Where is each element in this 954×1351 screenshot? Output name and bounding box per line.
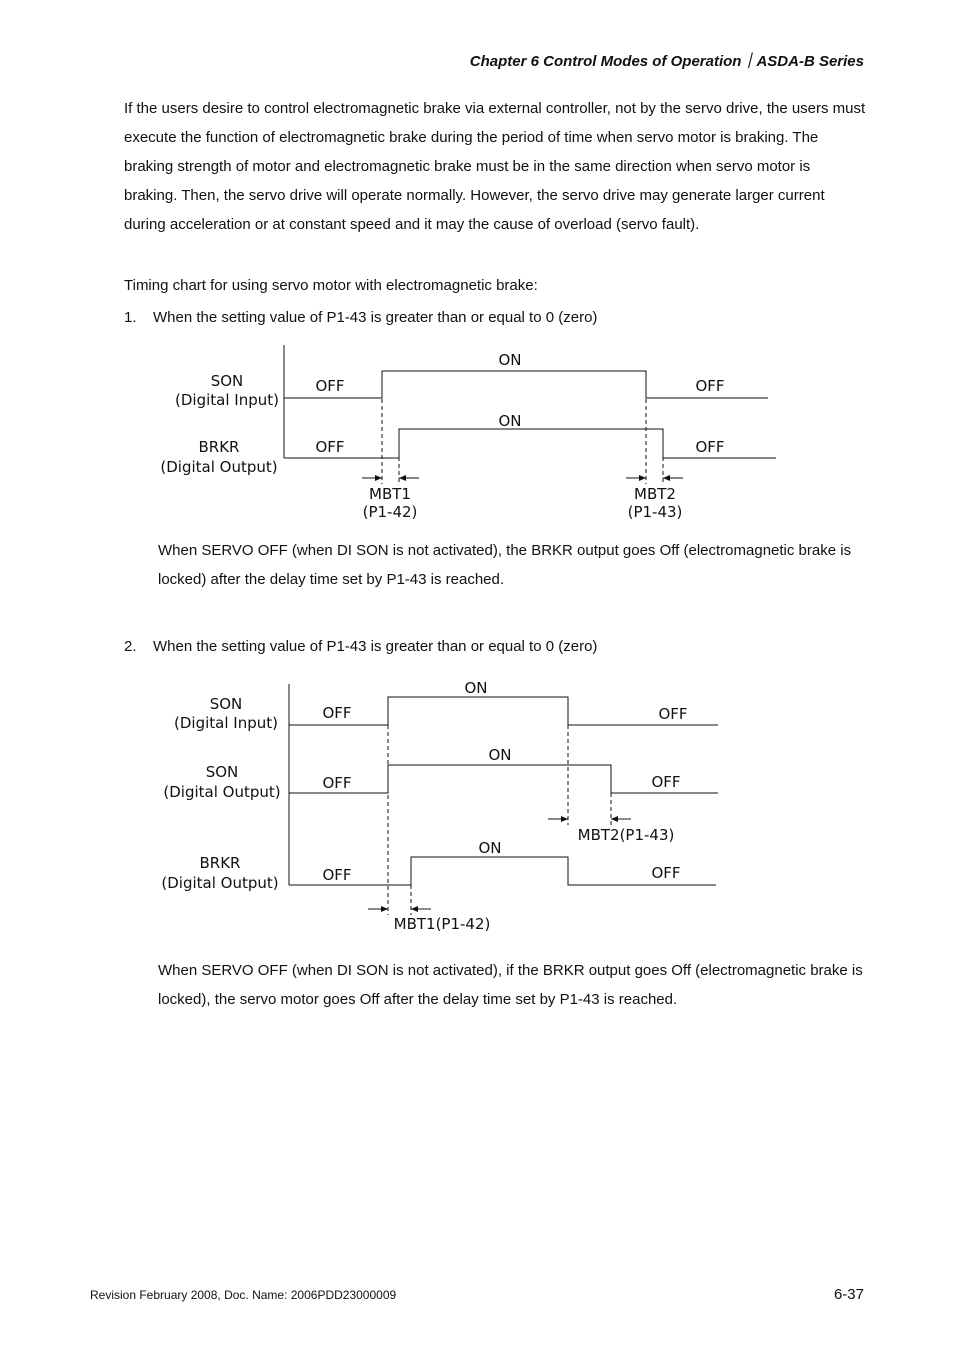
brkr-off-left: OFF bbox=[315, 438, 345, 456]
son-output-off-right: OFF bbox=[651, 773, 681, 791]
son-input-trace bbox=[289, 697, 718, 725]
brkr-label: BRKR bbox=[199, 854, 241, 872]
page-number: 6-37 bbox=[833, 1286, 864, 1303]
son-off-left: OFF bbox=[315, 377, 345, 395]
brkr-sublabel: (Digital Output) bbox=[160, 458, 278, 476]
son-input-label: SON bbox=[209, 695, 243, 713]
mbt1-label: MBT1(P1-42) bbox=[393, 915, 491, 933]
brkr-label: BRKR bbox=[198, 438, 240, 456]
brkr-on: ON bbox=[478, 839, 502, 857]
mbt2-label: MBT2 bbox=[634, 485, 676, 503]
son-off-right: OFF bbox=[695, 377, 725, 395]
timing-intro: Timing chart for using servo motor with electromagnetic brake: bbox=[124, 277, 538, 294]
list-text: When the setting value of P1-43 is greater than or equal to 0 (zero) bbox=[153, 309, 598, 326]
note-1: When SERVO OFF (when DI SON is not activated), the BRKR output goes Off (electromagnetic brake is locked) after the delay time set by P1-43 is reached. bbox=[158, 542, 852, 588]
mbt1-param: (P1-42) bbox=[362, 503, 418, 521]
son-output-off-left: OFF bbox=[322, 774, 352, 792]
son-input-off-right: OFF bbox=[658, 705, 688, 723]
note-2: When SERVO OFF (when DI SON is not activated), if the BRKR output goes Off (electromagnetic brake is locked), the servo motor goes Off after the delay time set by P1-43 is reached. bbox=[158, 962, 863, 1008]
brkr-off-right: OFF bbox=[651, 864, 681, 882]
son-on-label: ON bbox=[498, 351, 522, 369]
son-input-sublabel: (Digital Input) bbox=[174, 714, 278, 732]
brkr-on-label: ON bbox=[498, 412, 522, 430]
footer-revision: Revision February 2008, Doc. Name: 2006PDD23000009 bbox=[90, 1288, 397, 1302]
page-header: Chapter 6 Control Modes of Operation｜ASDA-B Series bbox=[469, 53, 864, 70]
son-output-sublabel: (Digital Output) bbox=[163, 783, 281, 801]
mbt2-param: (P1-43) bbox=[627, 503, 683, 521]
brkr-off-right: OFF bbox=[695, 438, 725, 456]
brkr-sublabel: (Digital Output) bbox=[161, 874, 279, 892]
son-input-on: ON bbox=[464, 679, 488, 697]
mbt2-label: MBT2(P1-43) bbox=[577, 826, 675, 844]
son-output-label: SON bbox=[205, 763, 239, 781]
son-label: SON bbox=[210, 372, 244, 390]
son-output-on: ON bbox=[488, 746, 512, 764]
mbt1-label: MBT1 bbox=[369, 485, 411, 503]
list-number: 1. bbox=[124, 309, 137, 326]
list-text: When the setting value of P1-43 is greater than or equal to 0 (zero) bbox=[153, 638, 598, 655]
son-input-off-left: OFF bbox=[322, 704, 352, 722]
brkr-off-left: OFF bbox=[322, 866, 352, 884]
son-sublabel: (Digital Input) bbox=[175, 391, 279, 409]
list-number: 2. bbox=[124, 638, 137, 655]
intro-paragraph: If the users desire to control electromagnetic brake via external controller, not by the servo drive, the users must execute the function of electromagnetic brake during the period of time when servo motor is braking. The braking strength of motor and electromagnetic brake must be in the same direction when servo motor is braking. Then, the servo drive will operate normally. However, the servo drive may generate larger current during acceleration or at constant speed and it may the cause of overload (servo fault). bbox=[124, 100, 866, 233]
